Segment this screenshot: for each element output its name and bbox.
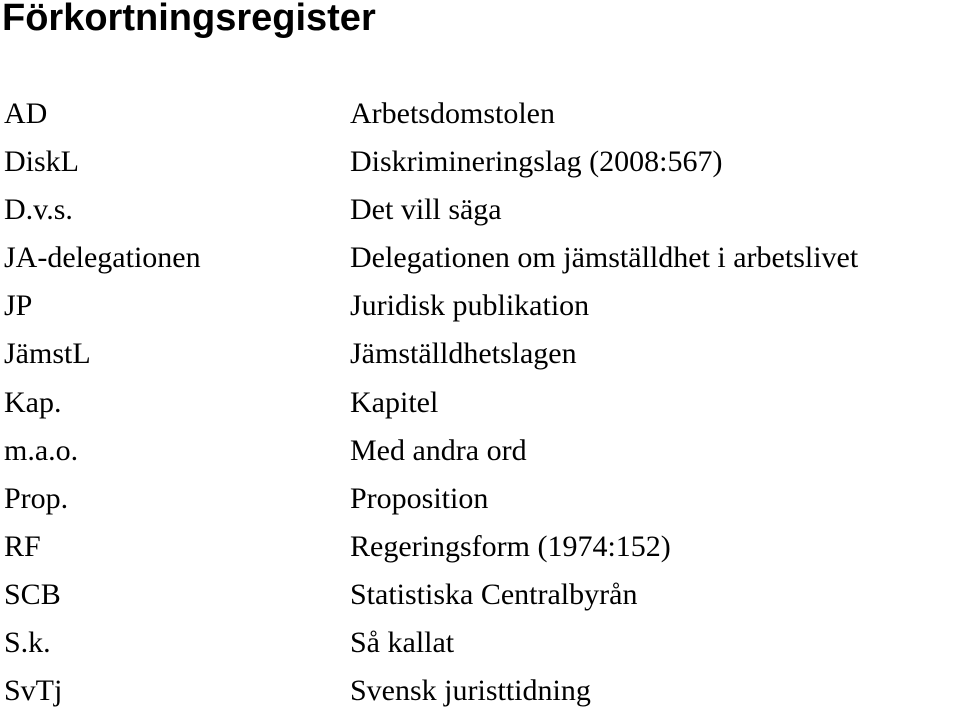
abbreviation-meaning: Proposition <box>350 481 489 515</box>
abbreviation-meaning: Det vill säga <box>350 193 502 227</box>
abbreviation: AD <box>4 97 48 130</box>
abbreviation: SCB <box>4 577 61 611</box>
abbreviation-meaning: Statistiska Centralbyrån <box>350 577 638 611</box>
abbreviation-row <box>4 527 960 575</box>
abbreviation: m.a.o. <box>4 433 79 467</box>
page-title: Förkortningsregister <box>2 0 376 39</box>
abbreviation-row <box>4 334 960 382</box>
abbreviation: Prop. <box>4 481 69 515</box>
abbreviation: DiskL <box>4 145 79 179</box>
abbreviation-meaning: Jämställdhetslagen <box>350 337 577 371</box>
abbreviation: JP <box>4 289 33 323</box>
abbreviation-meaning: Diskrimineringslag (2008:567) <box>350 145 723 179</box>
abbreviation-row <box>4 431 960 479</box>
abbreviation-meaning: Regeringsform (1974:152) <box>350 529 671 563</box>
abbreviation-row <box>4 575 960 623</box>
abbreviation-meaning: Med andra ord <box>350 433 527 467</box>
abbreviation: JA-delegationen <box>4 241 201 275</box>
abbreviation-meaning: Delegationen om jämställdhet i arbetslivet <box>350 241 859 275</box>
abbreviation-row <box>4 94 960 142</box>
abbreviation-meaning: Svensk juristtidning <box>350 674 591 708</box>
abbreviation-row <box>4 671 960 719</box>
abbreviation-row <box>4 238 960 286</box>
abbreviation: S.k. <box>4 626 51 660</box>
abbreviation-row <box>4 383 960 431</box>
abbreviation-meaning: Kapitel <box>350 385 439 419</box>
abbreviation: SvTj <box>4 674 63 708</box>
abbreviation-row <box>4 479 960 527</box>
abbreviation-row <box>4 286 960 334</box>
abbreviation-row <box>4 142 960 190</box>
abbreviation-meaning: Så kallat <box>350 626 455 660</box>
abbreviation-row <box>4 623 960 671</box>
abbreviation-row <box>4 190 960 238</box>
abbreviation: JämstL <box>4 337 91 371</box>
abbreviation-meaning: Juridisk publikation <box>350 289 590 323</box>
abbreviation-meaning: Arbetsdomstolen <box>350 97 555 130</box>
abbreviation: RF <box>4 529 41 563</box>
abbreviation: Kap. <box>4 385 62 419</box>
abbreviation: D.v.s. <box>4 193 73 227</box>
abbreviation-list <box>4 94 960 719</box>
